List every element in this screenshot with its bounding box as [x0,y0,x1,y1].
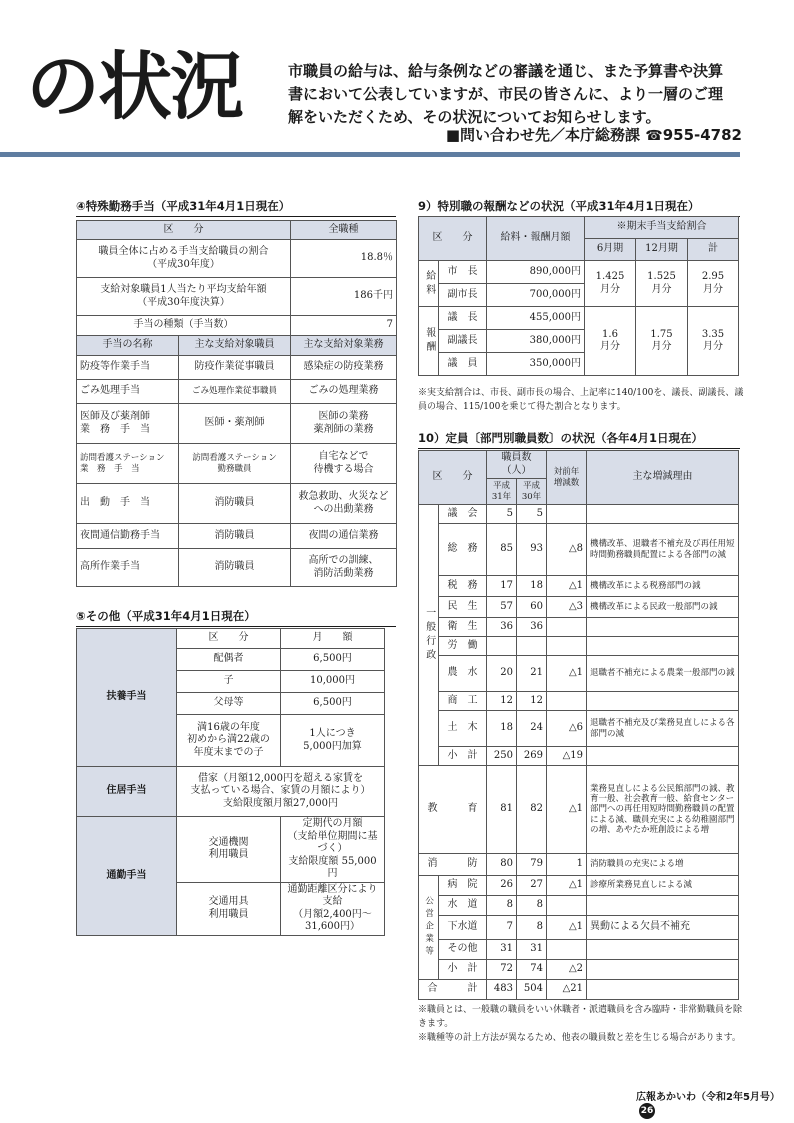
allowance-staff: 消防職員 [179,549,291,587]
count-h30 [517,637,547,656]
count-h30: 79 [517,854,547,876]
count-diff [547,505,587,524]
group-label: 給料 [419,261,439,307]
allowance-staff: 消防職員 [179,484,291,524]
count-h31: 12 [487,692,517,711]
post-name: 副市長 [439,284,487,307]
dept-name: 商 工 [439,692,487,711]
count-reason [587,980,739,1000]
dept-name: 水 道 [439,896,487,916]
count-reason: 機構改革、退職者不補充及び再任用短時間勤務職員配置による各部門の減 [587,524,739,576]
allowance-work: 救急救助、火災など への出動業務 [291,484,397,524]
count-h31: 17 [487,576,517,597]
count-diff: △3 [547,597,587,618]
count-h31: 36 [487,618,517,637]
count-h31: 31 [487,940,517,960]
allowance-work: 夜間の通信業務 [291,524,397,549]
row-label: 手当の種類（手当数） [77,316,291,336]
post-name: 議 長 [439,307,487,330]
allowance-staff: 訪問看護ステーション 勤務職員 [179,444,291,484]
count-h31: 72 [487,960,517,980]
dept-name: 衛 生 [439,618,487,637]
dept-name: 議 会 [439,505,487,524]
header-cell: 主な支給対象職員 [179,336,291,356]
count-h31: 7 [487,916,517,940]
count-diff: △1 [547,916,587,940]
staff-count-table [418,450,739,1000]
count-h31: 81 [487,766,517,854]
intro-text [288,60,748,129]
dept-name: 農 水 [439,656,487,692]
note-line: ※職員とは、一般職の職員をいい休職者・派遣職員を含み臨時・非常勤職員を除きます。 [418,1005,743,1029]
contact-info [446,124,742,145]
count-reason [587,692,739,711]
header-cell: 6月期 [585,239,636,261]
allowance-name: 出 動 手 当 [77,484,179,524]
count-h30: 82 [517,766,547,854]
count-h31: 57 [487,597,517,618]
header-cell: 平成 30年 [517,479,547,505]
header-cell: 区 分 [419,217,487,261]
post-salary: 350,000円 [487,353,585,376]
count-reason [587,505,739,524]
dept-name: 労 働 [439,637,487,656]
row-value: 7 [291,316,397,336]
family-kind: 子 [177,671,281,693]
count-h30: 21 [517,656,547,692]
footer [636,1088,794,1119]
count-diff: △1 [547,656,587,692]
post-salary: 700,000円 [487,284,585,307]
header-cell: 手当の名称 [77,336,179,356]
section-10-notes [418,1003,748,1045]
dept-name: 総 務 [439,524,487,576]
count-h31: 483 [487,980,517,1000]
count-h30: 8 [517,896,547,916]
allowance-work: 医師の業務 薬剤師の業務 [291,404,397,444]
count-reason: 異動による欠員不補充 [587,916,739,940]
family-kind: 配偶者 [177,649,281,671]
count-diff: 1 [547,854,587,876]
header-cell: 区 分 [177,629,281,649]
count-h30: 12 [517,692,547,711]
dept-name: 病 院 [439,876,487,896]
header-cell: 平成 31年 [487,479,517,505]
commute-kind: 交通機関 利用職員 [177,817,281,883]
count-h31: 18 [487,711,517,747]
count-h31: 250 [487,747,517,766]
dept-name: 小 計 [439,960,487,980]
commute-kind: 交通用具 利用職員 [177,882,281,935]
count-reason [587,896,739,916]
count-h30: 5 [517,505,547,524]
row-value: 186千円 [291,278,397,316]
commute-allowance-label: 通勤手当 [77,817,177,936]
page-number: 26 [639,1103,655,1119]
allowance-name: 防疫等作業手当 [77,356,179,380]
intro-line: 書において公表していますが、市民の皆さんに、より一層のご理 [288,85,724,103]
count-h31: 20 [487,656,517,692]
count-diff [547,940,587,960]
count-reason: 退職者不補充及び業務見直しによる各部門の減 [587,711,739,747]
family-amount: 6,500円 [281,649,385,671]
family-amount: 6,500円 [281,693,385,715]
header-cell: ※期末手当支給割合 [585,217,739,239]
post-salary: 455,000円 [487,307,585,330]
section-5-title: ⑤その他（平成31年4月1日現在） [76,608,396,627]
count-reason: 機構改革による税務部門の減 [587,576,739,597]
group-label: 公営企業等 [419,876,439,980]
count-diff: △8 [547,524,587,576]
page-title: の状況 [26,44,242,130]
phone-number: 955-4782 [662,126,742,144]
commute-amount: 定期代の月額 （支給単位期間に基づく） 支給限度額 55,000円 [281,817,385,883]
count-reason: 業務見直しによる公民館部門の減、教育一般、社会教育一般、給食センター部門への再任用短時間勤務職員の配置による減、職員充実による幼稚園部門の増、あやたか班創設による増 [587,766,739,854]
count-h31: 26 [487,876,517,896]
count-reason [587,637,739,656]
post-name: 議 員 [439,353,487,376]
housing-allowance-label: 住居手当 [77,767,177,817]
count-h30: 18 [517,576,547,597]
post-name: 副議長 [439,330,487,353]
count-h31: 5 [487,505,517,524]
dept-name: 民 生 [439,597,487,618]
allowance-staff: ごみ処理作業従事職員 [179,380,291,404]
count-h30: 60 [517,597,547,618]
count-diff: △1 [547,876,587,896]
allowance-staff: 消防職員 [179,524,291,549]
header-cell: 12月期 [636,239,688,261]
count-h30: 8 [517,916,547,940]
intro-line: 解をいただくため、その状況についてお知らせします。 [288,108,661,126]
note-line: ※職種等の計上方法が異なるため、他表の職員数と差を生じる場合があります。 [418,1033,741,1043]
dept-name: その他 [439,940,487,960]
commute-amount: 通勤距離区分により支給 （月額2,400円～31,600円） [281,882,385,935]
phone-icon: ☎ [645,128,663,144]
count-h30: 93 [517,524,547,576]
section-9-note: ※実支給割合は、市長、副市長の場合、上記率に140/100を、議長、副議長、議員の場合、115/100を乗じて得た割合となります。 [418,388,744,412]
contact-label: ■問い合わせ先／本庁総務課 [445,126,641,144]
footer-text: 広報あかいわ（令和2年5月号） [636,1092,780,1103]
dept-name: 税 務 [439,576,487,597]
count-diff: △1 [547,766,587,854]
allowance-staff: 医師・薬剤師 [179,404,291,444]
count-diff [547,637,587,656]
count-h31 [487,637,517,656]
header-cell: 区 分 [419,451,487,505]
count-h30: 74 [517,960,547,980]
allowance-work: 高所での訓練、 消防活動業務 [291,549,397,587]
count-reason [587,940,739,960]
count-h31: 85 [487,524,517,576]
count-diff: △1 [547,576,587,597]
count-diff: △19 [547,747,587,766]
count-h30: 31 [517,940,547,960]
header-cell: 区 分 [77,221,291,240]
family-amount: 10,000円 [281,671,385,693]
bonus-6: 1.425 月分 [585,261,636,307]
count-h30: 269 [517,747,547,766]
dept-name: 消 防 [419,854,487,876]
header-cell: 主な増減理由 [587,451,739,505]
header-cell: 全職種 [291,221,397,240]
other-allowance-table [76,628,385,936]
section-9-title: 9）特別職の報酬などの状況（平成31年4月1日現在） [418,198,740,217]
header-divider [0,152,740,157]
housing-allowance-text: 借家（月額12,000円を超える家賃を 支払っている場合、家賃の月額により） 支給限度額月額27,000円 [177,767,385,817]
count-h30: 504 [517,980,547,1000]
count-reason: 診療所業務見直しによる減 [587,876,739,896]
count-diff [547,618,587,637]
allowance-work: 自宅などで 待機する場合 [291,444,397,484]
dept-name: 合 計 [419,980,487,1000]
post-salary: 890,000円 [487,261,585,284]
dept-name: 小 計 [439,747,487,766]
count-reason [587,960,739,980]
intro-line: 市職員の給与は、給与条例などの審議を通じ、また予算書や決算 [288,62,724,80]
header-cell: 対前年 増減数 [547,451,587,505]
family-amount: 1人につき 5,000円加算 [281,715,385,767]
family-kind: 父母等 [177,693,281,715]
count-diff: △6 [547,711,587,747]
bonus-total: 3.35 月分 [688,307,739,376]
header-cell: 主な支給対象業務 [291,336,397,356]
count-reason [587,618,739,637]
count-diff [547,896,587,916]
dept-name: 下水道 [439,916,487,940]
count-diff: △21 [547,980,587,1000]
family-kind: 満16歳の年度 初めから満22歳の 年度末までの子 [177,715,281,767]
count-diff: △2 [547,960,587,980]
group-label: 一般行政 [419,505,439,766]
group-label: 報酬 [419,307,439,376]
dept-name: 土 木 [439,711,487,747]
count-h30: 27 [517,876,547,896]
dept-name: 教 育 [419,766,487,854]
family-allowance-label: 扶養手当 [77,629,177,767]
count-reason: 退職者不補充による農業一般部門の減 [587,656,739,692]
bonus-6: 1.6 月分 [585,307,636,376]
allowance-name: 高所作業手当 [77,549,179,587]
special-post-table [418,216,739,376]
header-cell: 給料・報酬月額 [487,217,585,261]
post-salary: 380,000円 [487,330,585,353]
section-10-title: 10）定員〔部門別職員数〕の状況（各年4月1日現在） [418,430,740,449]
bonus-12: 1.75 月分 [636,307,688,376]
row-value: 18.8％ [291,240,397,278]
allowance-staff: 防疫作業従事職員 [179,356,291,380]
row-label: 支給対象職員1人当たり平均支給年額 （平成30年度決算） [77,278,291,316]
header-cell: 職員数（人） [487,451,547,479]
row-label: 職員全体に占める手当支給職員の割合 （平成30年度） [77,240,291,278]
count-h31: 8 [487,896,517,916]
allowance-name: ごみ処理手当 [77,380,179,404]
allowance-name: 訪問看護ステーション 業 務 手 当 [77,444,179,484]
post-name: 市 長 [439,261,487,284]
count-h30: 24 [517,711,547,747]
bonus-total: 2.95 月分 [688,261,739,307]
count-h30: 36 [517,618,547,637]
allowance-name: 夜間通信勤務手当 [77,524,179,549]
count-reason: 消防職員の充実による増 [587,854,739,876]
count-h31: 80 [487,854,517,876]
count-diff [547,692,587,711]
section-4-title: ④特殊勤務手当（平成31年4月1日現在） [76,198,396,217]
allowance-work: 感染症の防疫業務 [291,356,397,380]
count-reason: 機構改革による民政一般部門の減 [587,597,739,618]
count-reason [587,747,739,766]
allowance-name: 医師及び薬剤師 業 務 手 当 [77,404,179,444]
header-cell: 計 [688,239,739,261]
bonus-12: 1.525 月分 [636,261,688,307]
header-cell: 月 額 [281,629,385,649]
special-allowance-table [76,220,397,587]
allowance-work: ごみの処理業務 [291,380,397,404]
